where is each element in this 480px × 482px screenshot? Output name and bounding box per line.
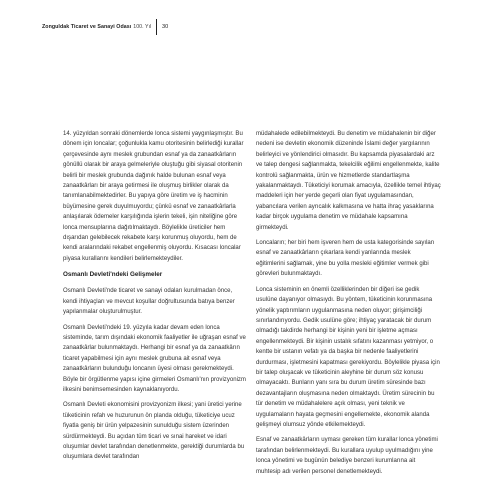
section-heading: Osmanlı Devleti'ndeki Gelişmeler xyxy=(63,271,163,279)
left-paragraph-2: Osmanlı Devleti'nde ticaret ve sanayi odaları kurulmadan önce, kendi ihtiyaçları ve mevcut koşullar doğrultusunda batıya benzer yapılanmalar oluşturulmuştur. xyxy=(63,288,235,316)
right-paragraph-3: Lonca sisteminin en önemli özelliklerinden bir diğeri ise gedik usulüne dayanıyor olmasıydı. Bu yöntem, tüketicinin korunmasına yönelik yaptırımların uygulanmasına neden oluyor; girişimciliği sınırlandırıyordu. Gedik usulüne göre; ihtiyaç yaratacak bir durum olmadığı takdirde herhangi bir kişinin yeni bir işletme açması engellenmekteydi. Bir kişinin ustalık sıfatını kazanması yetmiyor, o kentte bir ustanın vefatı ya da başka bir nedenle faaliyetlerini durdurması, işletmesini kapatması gerekiyordu. Böylelikle piyasa için bir talep oluşacak ve tüketicinin aleyhine bir durum söz konusu olmayacaktı. Bunların yanı sıra bu durum üretim süresinde bazı dezavantajların oluşmasına neden olmaktaydı. Üretim sürecinin bu tür denetim ve müdahalelere açık olması, yeni teknik ve uygulamaların hayata geçmesini engellemekte, ekonomik alanda gelişmeyi olumsuz yönde etkilemekteydi. xyxy=(256,286,440,428)
left-paragraph-3: Osmanlı Devleti'ndeki 19. yüzyıla kadar devam eden lonca sisteminde, tarım dışındaki ekonomik faaliyetler ile uğraşan esnaf ve zanaatkârlar bulunmaktaydı. Herhangi bir esnaf ya da zanaatkârın ticaret yapabilmesi için aynı meslek grubuna ait esnaf veya zanaatkârların bulunduğu loncanın üyesi olması gerekmekteydi. Böyle bir örgütlenme yapısı içine girmeleri Osmanlı'nın provizyonizm ilkesini benimsemesinden kaynaklanıyordu. xyxy=(63,324,246,393)
header-year: 100. Yıl xyxy=(133,24,152,30)
header-title: Zonguldak Ticaret ve Sanayi Odası xyxy=(42,24,132,30)
header-divider xyxy=(156,19,157,35)
right-paragraph-1: müdahalede edilebilmekteydi. Bu denetim ve müdahalenin bir diğer nedeni ise devletin ekonomik düzeninde İslami değer yargılarının belirleyici ve yönlendirici olmasıdır. Bu kapsamda piyasalardaki arz ve talep dengesi sağlanmakta, tekelcilik eğilimi engellenmekte, kalite kontrolü sağlanmakta, ürün ve hizmetlerde standartlaşma yakalanmaktaydı. Tüketiciyi korumak amacıyla, özellikle temel ihtiyaç maddeleri için her yerde geçerli olan fiyat uygulamasından, yabancılara verilen ayrıcalık kalkmasına ve hatta ihraç yasaklarına kadar birçok uygulama denetim ve müdahale kapsamına girmekteydi. xyxy=(256,131,441,231)
right-paragraph-2: Loncaların; her biri hem işveren hem de usta kategorisinde sayılan esnaf ve zanaatkârların çıkarlara kendi yanlarında meslek eğitimlerini sağlamak, yine bu yolla mesleki eğitimler vermek gibi görevleri bulunmaktaydı. xyxy=(256,240,435,278)
left-paragraph-1: 14. yüzyıldan sonraki dönemlerde lonca sistemi yaygınlaşmıştır. Bu dönem için loncalar; çoğunlukla kamu otoritesinin belirlediği kurallar çerçevesinde aynı meslek grubundan esnaf ya da zanaatkârların gönüllü olarak bir araya gelmeleriyle oluştuğu gibi siyasal otoritenin belirli bir meslek grubunda dağınık halde bulunan esnaf veya zanaatkârları bir araya getirmesi ile oluşmuş birlikler olarak da tanımlanabilmektedirler. Bu yapıya göre üretim ve iş hacminin büyümesine gerek duyulmuyordu; çünkü esnaf ve zanaatkârlarla anlaşılarak ödemeler karşılığında işlerin tekeli, işin niteliğine göre lonca mensuplarına dağıtılmaktaydı. Böylelikle üreticiler hem dışarıdan gelebilecek rekabete karşı korunmuş oluyordu, hem de kendi aralarındaki rekabet engellenmiş oluyordu. Kısacası loncalar piyasa kurallarını kendileri belirlemekteydiler. xyxy=(63,131,244,262)
page-header xyxy=(42,19,168,35)
right-column xyxy=(256,129,441,482)
page-number: 30 xyxy=(161,24,169,30)
left-column xyxy=(63,129,248,468)
left-paragraph-4: Osmanlı Devleti ekonomisini provizyonizm ilkesi; yani üretici yerine tüketicinin refah ve huzurunun ön planda olduğu, tüketiciye ucuz fiyatla geniş bir ürün yelpazesinin sunulduğu sistem üzerinden sürdürmekteydi. Bu açıdan tüm ticari ve sınai hareket ve idari oluşumlar devlet tarafından denetlenmekte, gerektiği durumlarda bu oluşumlara devlet tarafından xyxy=(63,402,245,461)
right-paragraph-4: Esnaf ve zanaatkârların uyması gereken tüm kurallar lonca yönetimi tarafından belirlenmekteydi. Bu kurallara uyulup uyulmadığını yine lonca yönetimi ve bugünün belediye benzeri kurumlarına ait muhtesip adı verilen personel denetlemekteydi. xyxy=(256,437,438,475)
